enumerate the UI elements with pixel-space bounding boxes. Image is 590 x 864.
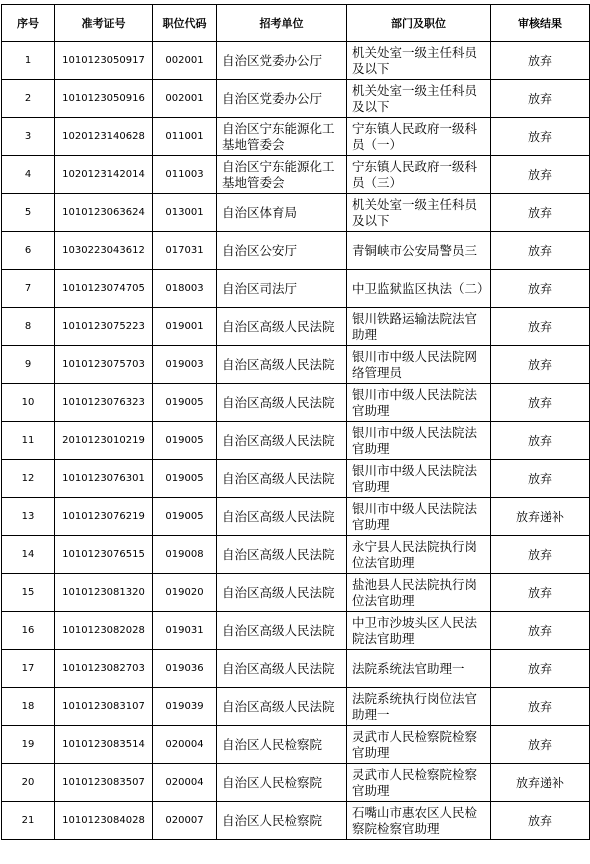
cell-ticket-number: 1010123083514 [55,726,153,764]
table-row [2,194,590,232]
cell-recruiting-unit: 自治区高级人民法院 [217,346,347,384]
cell-department-position: 宁东镇人民政府一级科员（一） [347,118,491,156]
table-row [2,536,590,574]
cell-position-code: 019005 [153,498,217,536]
table-row [2,308,590,346]
cell-review-result: 放弃 [491,42,590,80]
cell-seq: 9 [2,346,55,384]
cell-review-result: 放弃 [491,232,590,270]
cell-review-result: 放弃 [491,270,590,308]
cell-seq: 14 [2,536,55,574]
table-row [2,802,590,840]
cell-recruiting-unit: 自治区高级人民法院 [217,650,347,688]
header-ticket-number: 准考证号 [55,5,153,42]
cell-department-position: 机关处室一级主任科员及以下 [347,194,491,232]
cell-ticket-number: 1010123050917 [55,42,153,80]
table-row [2,764,590,802]
cell-seq: 10 [2,384,55,422]
cell-position-code: 019039 [153,688,217,726]
cell-seq: 16 [2,612,55,650]
results-table [1,4,590,840]
cell-review-result: 放弃 [491,536,590,574]
table-row [2,346,590,384]
cell-seq: 15 [2,574,55,612]
cell-department-position: 银川市中级人民法院网络管理员 [347,346,491,384]
cell-review-result: 放弃 [491,650,590,688]
cell-seq: 3 [2,118,55,156]
cell-review-result: 放弃 [491,308,590,346]
cell-review-result: 放弃 [491,384,590,422]
cell-review-result: 放弃 [491,346,590,384]
cell-department-position: 灵武市人民检察院检察官助理 [347,764,491,802]
cell-seq: 20 [2,764,55,802]
cell-seq: 17 [2,650,55,688]
cell-seq: 11 [2,422,55,460]
cell-seq: 5 [2,194,55,232]
cell-ticket-number: 1010123083507 [55,764,153,802]
cell-position-code: 019031 [153,612,217,650]
cell-ticket-number: 1010123075223 [55,308,153,346]
cell-recruiting-unit: 自治区宁东能源化工基地管委会 [217,156,347,194]
table-row [2,422,590,460]
cell-position-code: 019020 [153,574,217,612]
cell-ticket-number: 1010123083107 [55,688,153,726]
cell-recruiting-unit: 自治区体育局 [217,194,347,232]
header-review-result: 审核结果 [491,5,590,42]
cell-recruiting-unit: 自治区宁东能源化工基地管委会 [217,118,347,156]
cell-department-position: 银川市中级人民法院法官助理 [347,498,491,536]
cell-ticket-number: 1010123076219 [55,498,153,536]
cell-review-result: 放弃 [491,118,590,156]
cell-seq: 8 [2,308,55,346]
cell-review-result: 放弃 [491,688,590,726]
cell-seq: 6 [2,232,55,270]
header-recruiting-unit: 招考单位 [217,5,347,42]
cell-department-position: 宁东镇人民政府一级科员（三） [347,156,491,194]
cell-recruiting-unit: 自治区人民检察院 [217,802,347,840]
cell-department-position: 银川铁路运输法院法官助理 [347,308,491,346]
cell-position-code: 018003 [153,270,217,308]
cell-seq: 1 [2,42,55,80]
cell-department-position: 中卫监狱监区执法（二） [347,270,491,308]
cell-seq: 4 [2,156,55,194]
cell-position-code: 020004 [153,764,217,802]
header-row [2,5,590,42]
cell-review-result: 放弃 [491,194,590,232]
cell-ticket-number: 1010123076515 [55,536,153,574]
cell-position-code: 019005 [153,384,217,422]
table-row [2,498,590,536]
cell-ticket-number: 1030223043612 [55,232,153,270]
cell-review-result: 放弃 [491,422,590,460]
cell-recruiting-unit: 自治区高级人民法院 [217,612,347,650]
cell-position-code: 019008 [153,536,217,574]
cell-ticket-number: 1010123082703 [55,650,153,688]
cell-department-position: 银川市中级人民法院法官助理 [347,384,491,422]
table-row [2,232,590,270]
table-row [2,80,590,118]
cell-review-result: 放弃 [491,802,590,840]
cell-ticket-number: 1010123076323 [55,384,153,422]
cell-recruiting-unit: 自治区人民检察院 [217,726,347,764]
cell-review-result: 放弃 [491,726,590,764]
cell-department-position: 机关处室一级主任科员及以下 [347,42,491,80]
cell-position-code: 002001 [153,42,217,80]
cell-position-code: 019001 [153,308,217,346]
cell-recruiting-unit: 自治区党委办公厅 [217,42,347,80]
cell-recruiting-unit: 自治区高级人民法院 [217,384,347,422]
cell-recruiting-unit: 自治区高级人民法院 [217,422,347,460]
cell-review-result: 放弃递补 [491,498,590,536]
cell-ticket-number: 1010123063624 [55,194,153,232]
cell-review-result: 放弃 [491,460,590,498]
cell-department-position: 法院系统法官助理一 [347,650,491,688]
cell-seq: 13 [2,498,55,536]
cell-ticket-number: 1010123050916 [55,80,153,118]
cell-ticket-number: 2010123010219 [55,422,153,460]
header-position-code: 职位代码 [153,5,217,42]
cell-seq: 18 [2,688,55,726]
cell-recruiting-unit: 自治区司法厅 [217,270,347,308]
cell-review-result: 放弃 [491,156,590,194]
cell-department-position: 法院系统执行岗位法官助理一 [347,688,491,726]
cell-seq: 7 [2,270,55,308]
cell-review-result: 放弃递补 [491,764,590,802]
table-row [2,156,590,194]
cell-department-position: 灵武市人民检察院检察官助理 [347,726,491,764]
cell-seq: 12 [2,460,55,498]
cell-position-code: 020007 [153,802,217,840]
header-department-position: 部门及职位 [347,5,491,42]
cell-recruiting-unit: 自治区高级人民法院 [217,498,347,536]
cell-ticket-number: 1010123084028 [55,802,153,840]
cell-recruiting-unit: 自治区高级人民法院 [217,574,347,612]
table-row [2,460,590,498]
cell-seq: 21 [2,802,55,840]
cell-department-position: 机关处室一级主任科员及以下 [347,80,491,118]
cell-recruiting-unit: 自治区党委办公厅 [217,80,347,118]
cell-position-code: 019005 [153,460,217,498]
cell-recruiting-unit: 自治区高级人民法院 [217,460,347,498]
cell-review-result: 放弃 [491,574,590,612]
table-row [2,118,590,156]
cell-ticket-number: 1020123142014 [55,156,153,194]
cell-ticket-number: 1010123075703 [55,346,153,384]
cell-recruiting-unit: 自治区公安厅 [217,232,347,270]
cell-department-position: 银川市中级人民法院法官助理 [347,460,491,498]
cell-seq: 2 [2,80,55,118]
cell-seq: 19 [2,726,55,764]
cell-recruiting-unit: 自治区高级人民法院 [217,308,347,346]
cell-recruiting-unit: 自治区高级人民法院 [217,688,347,726]
cell-position-code: 011003 [153,156,217,194]
cell-department-position: 青铜峡市公安局警员三 [347,232,491,270]
cell-position-code: 019003 [153,346,217,384]
table-row [2,574,590,612]
cell-review-result: 放弃 [491,612,590,650]
cell-position-code: 020004 [153,726,217,764]
cell-department-position: 永宁县人民法院执行岗位法官助理 [347,536,491,574]
cell-ticket-number: 1010123074705 [55,270,153,308]
cell-ticket-number: 1020123140628 [55,118,153,156]
cell-ticket-number: 1010123076301 [55,460,153,498]
cell-ticket-number: 1010123081320 [55,574,153,612]
cell-recruiting-unit: 自治区高级人民法院 [217,536,347,574]
cell-department-position: 石嘴山市惠农区人民检察院检察官助理 [347,802,491,840]
cell-position-code: 002001 [153,80,217,118]
cell-position-code: 011001 [153,118,217,156]
cell-review-result: 放弃 [491,80,590,118]
cell-position-code: 013001 [153,194,217,232]
cell-department-position: 盐池县人民法院执行岗位法官助理 [347,574,491,612]
table-row [2,726,590,764]
cell-department-position: 银川市中级人民法院法官助理 [347,422,491,460]
table-row [2,384,590,422]
cell-recruiting-unit: 自治区人民检察院 [217,764,347,802]
header-seq: 序号 [2,5,55,42]
cell-department-position: 中卫市沙坡头区人民法院法官助理 [347,612,491,650]
table-row [2,688,590,726]
table-row [2,270,590,308]
cell-position-code: 019005 [153,422,217,460]
table-row [2,650,590,688]
table-row [2,42,590,80]
cell-position-code: 019036 [153,650,217,688]
cell-position-code: 017031 [153,232,217,270]
table-row [2,612,590,650]
cell-ticket-number: 1010123082028 [55,612,153,650]
